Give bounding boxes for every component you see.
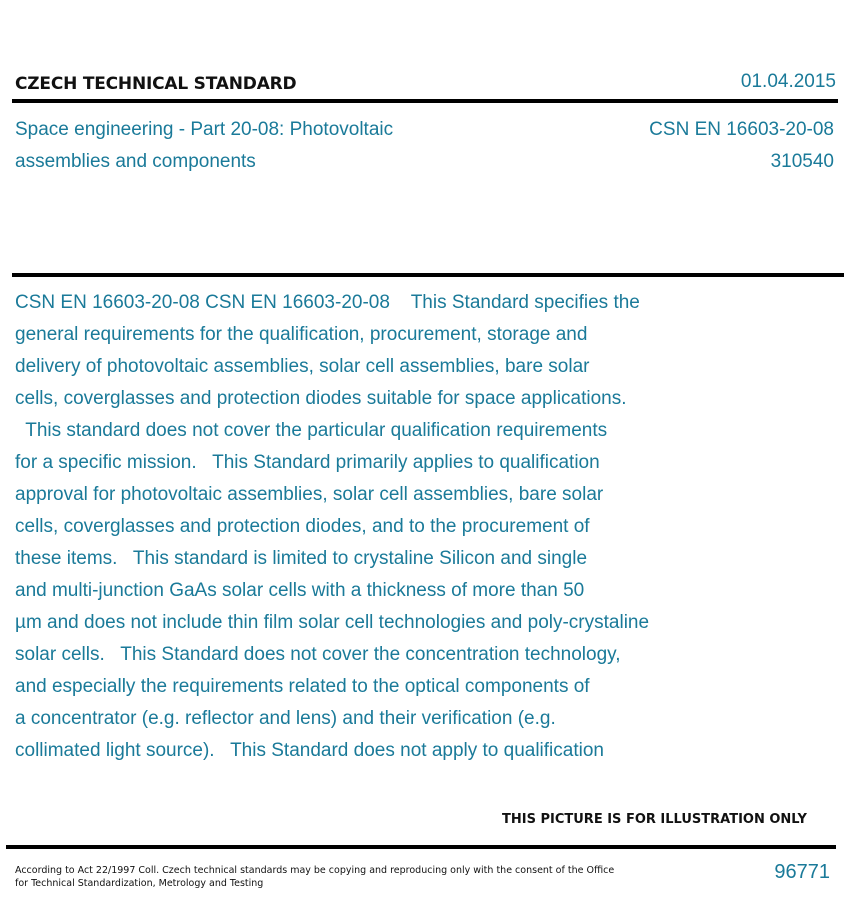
document-type-heading: CZECH TECHNICAL STANDARD <box>15 74 297 94</box>
legal-notice <box>15 864 615 890</box>
abstract-line: and especially the requirements related to the optical components of <box>15 676 590 697</box>
issue-date: 01.04.2015 <box>740 71 836 92</box>
top-divider <box>12 99 838 103</box>
abstract-line: and multi-junction GaAs solar cells with a thickness of more than 50 <box>15 580 585 601</box>
abstract-line: collimated light source). This Standard does not apply to qualification <box>15 740 604 761</box>
document-number: 96771 <box>774 861 830 883</box>
standard-code: CSN EN 16603-20-08 <box>649 119 834 140</box>
abstract-line: these items. This standard is limited to crystaline Silicon and single <box>15 548 588 569</box>
abstract-line: CSN EN 16603-20-08 CSN EN 16603-20-08 This Standard specifies the <box>15 292 640 313</box>
abstract-line: general requirements for the qualification, procurement, storage and <box>15 324 588 345</box>
abstract-line: for a specific mission. This Standard primarily applies to qualification <box>15 452 600 473</box>
abstract-line: delivery of photovoltaic assemblies, solar cell assemblies, bare solar <box>15 356 590 377</box>
abstract-line: solar cells. This Standard does not cover the concentration technology, <box>15 644 621 665</box>
abstract-line: a concentrator (e.g. reflector and lens) and their verification (e.g. <box>15 708 556 729</box>
standard-title <box>15 114 575 178</box>
legal-notice-line: According to Act 22/1997 Coll. Czech technical standards may be copying and reproducing only with the consent of the Office <box>15 865 615 876</box>
abstract-line: µm and does not include thin film solar cell technologies and poly-crystaline <box>15 612 650 633</box>
class-number: 310540 <box>770 151 834 172</box>
legal-notice-line: for Technical Standardization, Metrology and Testing <box>15 878 264 889</box>
standard-identifiers <box>649 114 834 178</box>
bottom-divider <box>6 845 836 849</box>
abstract-line: cells, coverglasses and protection diodes suitable for space applications. <box>15 388 627 409</box>
abstract-line: This standard does not cover the particular qualification requirements <box>15 420 608 441</box>
standard-title-line: Space engineering - Part 20-08: Photovoltaic <box>15 119 394 140</box>
abstract-line: cells, coverglasses and protection diodes, and to the procurement of <box>15 516 590 537</box>
illustration-note: THIS PICTURE IS FOR ILLUSTRATION ONLY <box>502 812 807 827</box>
middle-divider <box>12 273 844 277</box>
abstract-line: approval for photovoltaic assemblies, solar cell assemblies, bare solar <box>15 484 604 505</box>
standard-abstract <box>15 287 775 767</box>
standard-title-line: assemblies and components <box>15 151 256 172</box>
